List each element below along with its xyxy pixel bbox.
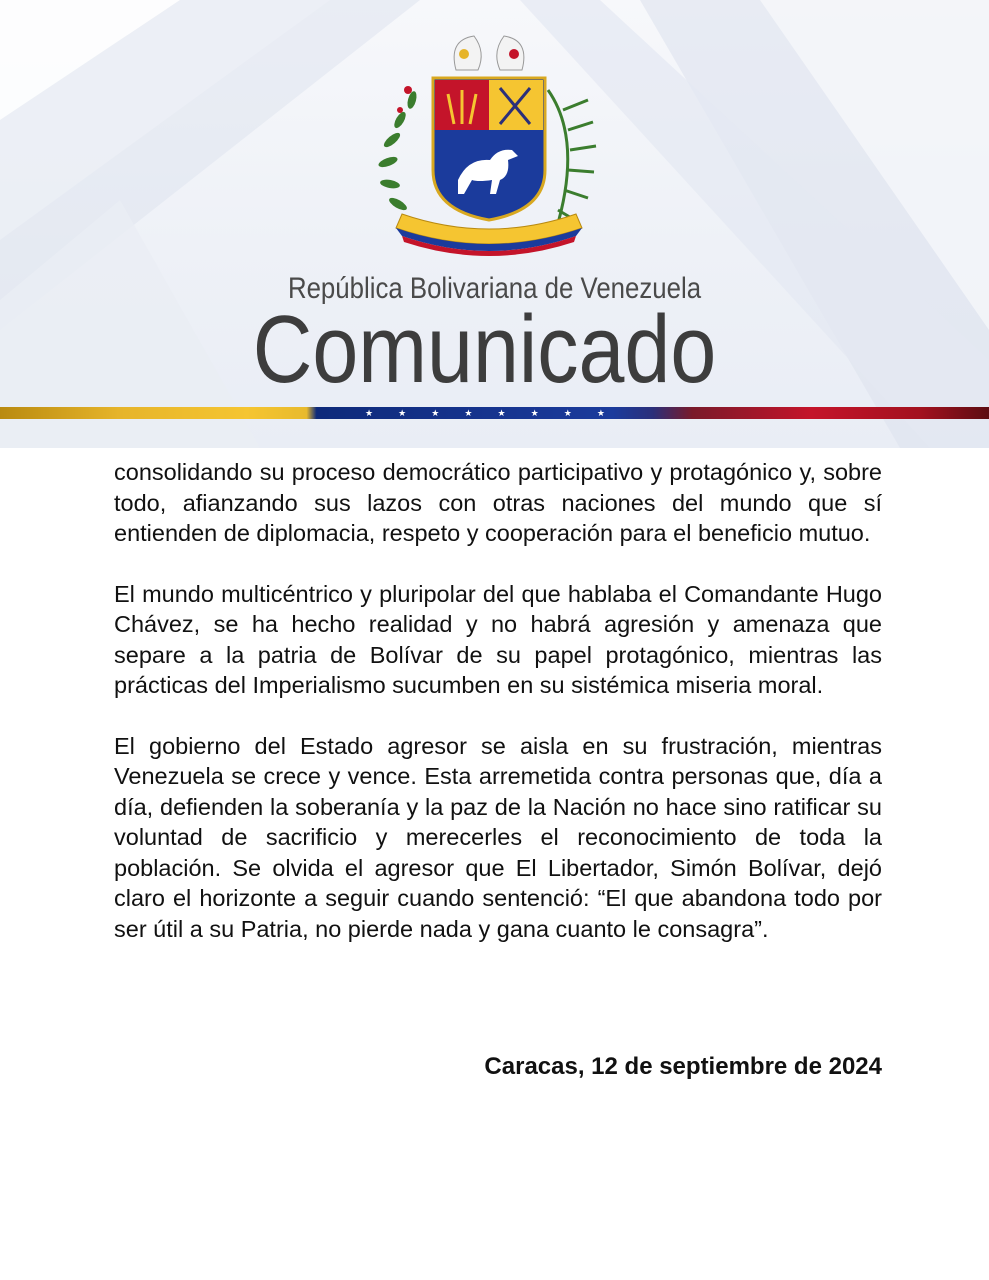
country-name: República Bolivariana de Venezuela [287, 272, 702, 305]
letterhead-header [0, 0, 989, 448]
paragraph: El gobierno del Estado agresor se aisla en su frustración, mientras Venezuela se crece y vence. Esta arremetida contra personas que, día a día, defienden la soberanía y la paz de la Nación no hace sino ratificar su voluntad de sacrificio y merecerles el reconocimiento de toda la población. Se olvida el agresor que El Libertador, Simón Bolívar, dejó claro el horizonte a seguir cuando sentenció: “El que abandona todo por ser útil a su Patria, no pierde nada y gana cuanto le consagra”. [114, 732, 882, 942]
paragraph: El mundo multicéntrico y pluripolar del que hablaba el Comandante Hugo Chávez, se ha hecho realidad y no habrá agresión y amenaza que separe a la patria de Bolívar de su papel protagónico, mientras las prácticas del Imperialismo sucumben en su sistémica miseria moral. [114, 580, 882, 698]
paragraph: consolidando su proceso democrático participativo y protagónico y, sobre todo, afianzando sus lazos con otras naciones del mundo que sí entienden de diplomacia, respeto y cooperación para el beneficio mutuo. [114, 459, 882, 546]
star-icon: ★ [431, 408, 440, 418]
star-icon: ★ [563, 408, 572, 418]
place-and-date: Caracas, 12 de septiembre de 2024 [484, 1053, 882, 1080]
star-icon: ★ [398, 408, 407, 418]
star-icon: ★ [497, 408, 506, 418]
star-icon: ★ [464, 408, 473, 418]
star-icon: ★ [530, 408, 539, 418]
star-icon: ★ [596, 408, 605, 418]
statement-body [114, 457, 882, 974]
stars-row [365, 407, 605, 419]
document-title: Comunicado [252, 296, 717, 403]
coat-of-arms-emblem [378, 30, 600, 266]
star-icon: ★ [365, 408, 374, 418]
